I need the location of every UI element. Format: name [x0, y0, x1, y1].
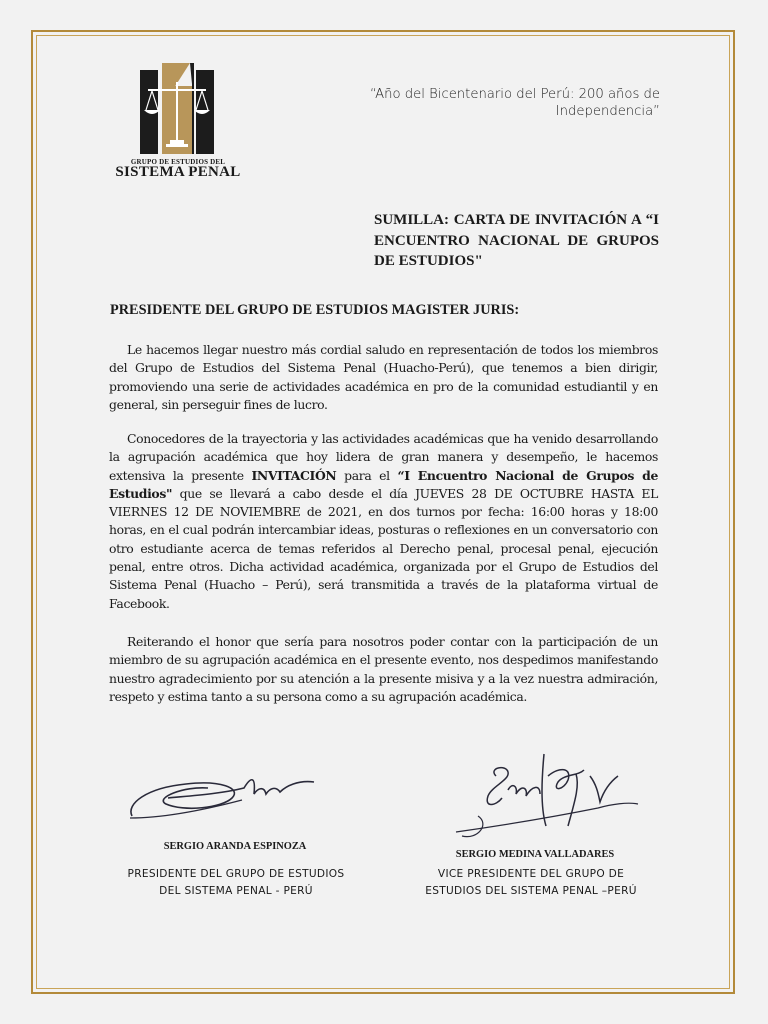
signatory-2-name: SERGIO MEDINA VALLADARES [455, 849, 615, 860]
body-paragraph-2 [109, 430, 658, 613]
signatory-2-role-line2: ESTUDIOS DEL SISTEMA PENAL –PERÚ [425, 885, 637, 897]
signature-president [124, 758, 320, 830]
logo-subtitle: GRUPO DE ESTUDIOS DEL [130, 158, 226, 166]
body-paragraph-2-text-e: que se llevará a cabo desde el día JUEVES 28 DE OCTUBRE HASTA EL VIERNES 12 DE NOVIEMBRE de 2021, en dos turnos por fecha: 16:00 horas y 18:00 horas, en el cual podrán intercambiar ideas, posturas o reflexiones en un conversatorio con otro estudiante acerca de temas referidos al Derecho penal, procesal penal, ejecución penal, entre otros. Dicha actividad académica, organizada por el Grupo de Estudios del Sistema Penal (Huacho – Perú), será transmitida a través de la plataforma virtual de Facebook. [109, 485, 658, 611]
event-name: “I Encuentro Nacional de Grupos de Estudios" [109, 467, 658, 501]
sumilla-heading: SUMILLA: CARTA DE INVITACIÓN A “I ENCUENTRO NACIONAL DE GRUPOS DE ESTUDIOS" [374, 212, 659, 269]
signatory-2-role [400, 866, 662, 900]
body-paragraph-1 [109, 341, 658, 414]
year-motto [300, 86, 660, 120]
recipient-line: PRESIDENTE DEL GRUPO DE ESTUDIOS MAGISTER JURIS: [110, 302, 520, 318]
signatory-1-role [102, 866, 370, 900]
year-motto-line2: Independencia” [555, 104, 660, 119]
year-motto-line1: “Año del Bicentenario del Perú: 200 años de [370, 87, 660, 102]
body-paragraph-1-text: Le hacemos llegar nuestro más cordial saludo en representación de todos los miembros del Grupo de Estudios del Sistema Penal (Huacho-Perú), que tenemos a bien dirigir, promoviendo una serie de actividades académica en pro de la comunidad estudiantil y en general, sin perseguir fines de lucro. [109, 342, 658, 412]
signatory-1-name: SERGIO ARANDA ESPINOZA [163, 841, 307, 852]
body-paragraph-2-text-c: para el [336, 467, 398, 483]
body-paragraph-3-text: Reiterando el honor que sería para nosotros poder contar con la participación de un miembro de su agrupación académica en el presente evento, nos despedimos manifestando nuestro agradecimiento por su atención a la presente misiva y a la vez nuestra admiración, respeto y estima tanto a su persona como a su agrupación académica. [109, 634, 658, 704]
signatory-1-role-line2: DEL SISTEMA PENAL - PERÚ [159, 885, 313, 897]
invitation-word: INVITACIÓN [251, 467, 337, 483]
body-paragraph-2-text-a: Conocedores de la trayectoria y las actividades académicas que ha venido desarrollando la agrupación académica que hoy lidera de gran manera y desempeño, le hacemos extensiva la presente [109, 431, 658, 483]
signatory-2-role-line1: VICE PRESIDENTE DEL GRUPO DE [437, 868, 625, 880]
signature-vice-president [448, 746, 644, 850]
logo-title: SISTEMA PENAL [115, 164, 241, 180]
body-paragraph-3 [109, 633, 658, 706]
signatory-1-role-line1: PRESIDENTE DEL GRUPO DE ESTUDIOS [127, 868, 345, 880]
